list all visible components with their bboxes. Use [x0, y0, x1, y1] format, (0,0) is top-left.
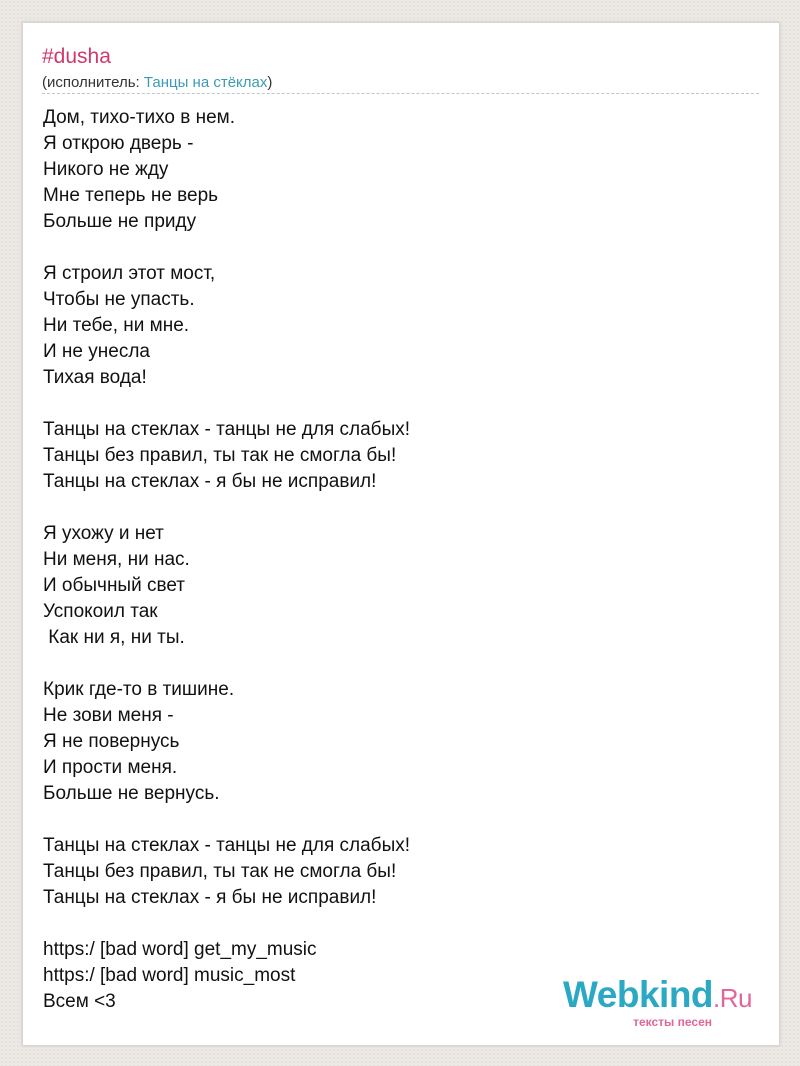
lyric-line: Танцы на стеклах - танцы не для слабых! — [43, 835, 411, 856]
logo-name: Webkind — [563, 974, 714, 1015]
lyric-line: Танцы на стеклах - я бы не исправил! — [43, 471, 377, 492]
lyric-line: Я ухожу и нет — [43, 523, 164, 544]
artist-suffix: ) — [267, 74, 273, 91]
artist-line — [42, 73, 272, 93]
lyrics-text — [43, 105, 410, 1015]
lyric-line: Танцы на стеклах - танцы не для слабых! — [43, 419, 411, 440]
lyric-line — [43, 807, 410, 833]
lyric-line: Я открою дверь - — [43, 133, 194, 154]
lyric-line: Как ни я, ни ты. — [43, 627, 185, 648]
lyric-line: Всем <3 — [43, 991, 116, 1012]
lyric-line: Крик где-то в тишине. — [43, 679, 235, 700]
lyric-line: Дом, тихо-тихо в нем. — [43, 107, 235, 128]
lyric-line: Танцы без правил, ты так не смогла бы! — [43, 445, 397, 466]
lyric-line — [43, 651, 410, 677]
lyric-line: Танцы на стеклах - я бы не исправил! — [43, 887, 377, 908]
lyric-line: Не зови меня - — [43, 705, 174, 726]
lyric-line: https:/ [bad word] music_most — [43, 965, 296, 986]
lyric-line: Больше не вернусь. — [43, 783, 220, 804]
logo-tagline: тексты песен — [633, 1015, 712, 1029]
lyric-line: Никого не жду — [43, 159, 169, 180]
lyric-line: Мне теперь не верь — [43, 185, 219, 206]
artist-prefix: (исполнитель: — [42, 74, 144, 91]
lyric-line — [43, 495, 410, 521]
lyric-line — [43, 391, 410, 417]
lyric-line: Успокоил так — [43, 601, 158, 622]
lyric-line — [43, 911, 410, 937]
lyric-line: И прости меня. — [43, 757, 178, 778]
site-logo[interactable] — [563, 974, 752, 1029]
lyric-line: https:/ [bad word] get_my_music — [43, 939, 317, 960]
lyrics-card — [22, 22, 780, 1046]
lyric-line: Я строил этот мост, — [43, 263, 216, 284]
lyric-line: Чтобы не упасть. — [43, 289, 195, 310]
logo-tld: .Ru — [713, 983, 752, 1013]
song-title: #dusha — [42, 45, 111, 68]
lyric-line: Танцы без правил, ты так не смогла бы! — [43, 861, 397, 882]
lyric-line: Я не повернусь — [43, 731, 180, 752]
logo-wordmark — [563, 974, 752, 1016]
lyric-line: Ни тебе, ни мне. — [43, 315, 190, 336]
dashed-divider — [42, 93, 759, 94]
lyric-line — [43, 235, 410, 261]
lyric-line: Ни меня, ни нас. — [43, 549, 190, 570]
lyric-line: И обычный свет — [43, 575, 185, 596]
lyric-line: И не унесла — [43, 341, 150, 362]
artist-link[interactable]: Танцы на стёклах — [143, 74, 268, 91]
lyric-line: Тихая вода! — [43, 367, 147, 388]
lyric-line: Больше не приду — [43, 211, 197, 232]
